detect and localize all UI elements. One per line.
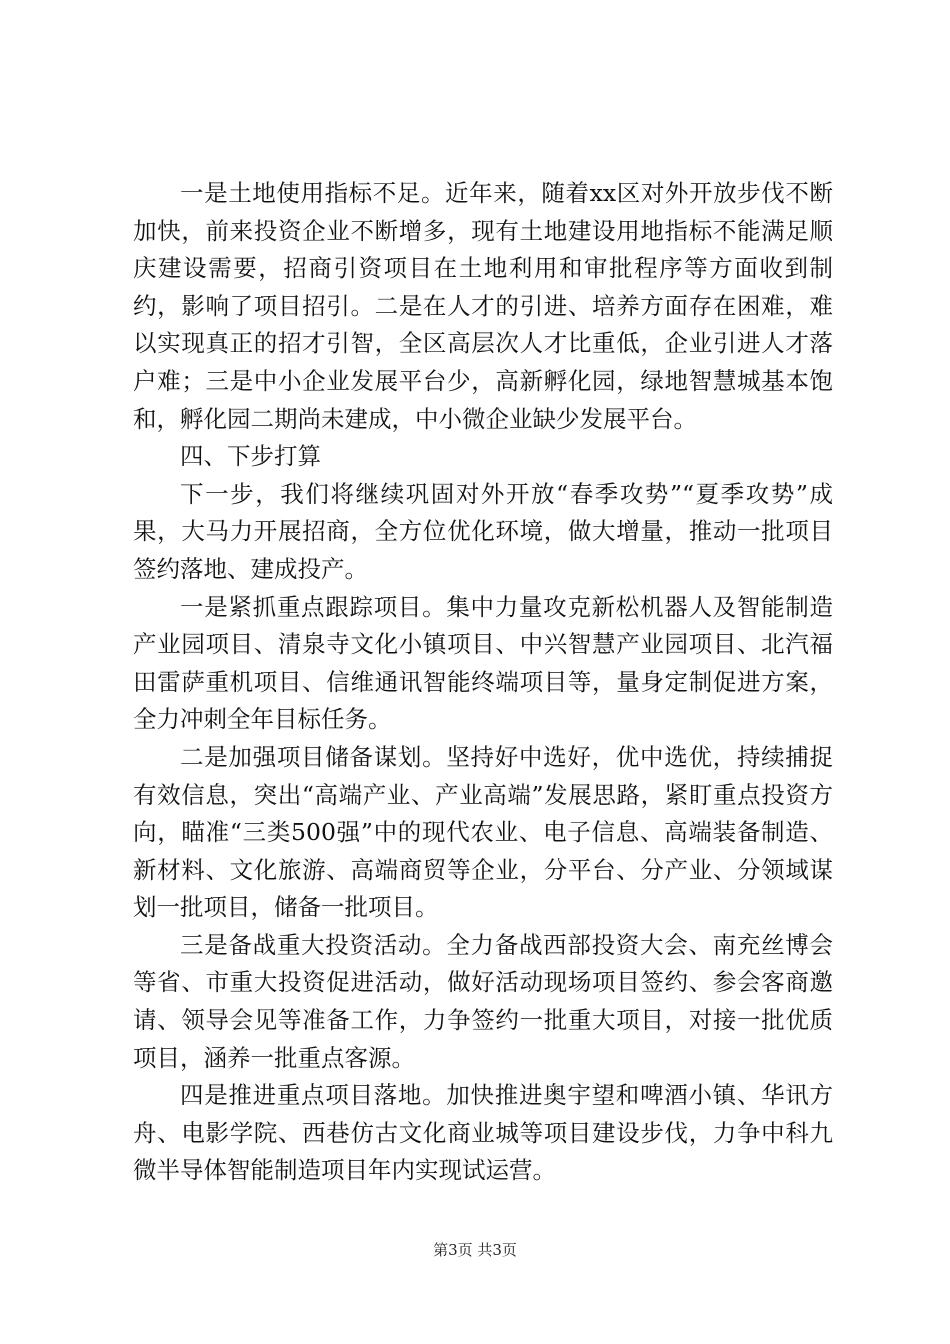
- paragraph-key-projects: 一是紧抓重点跟踪项目。集中力量攻克新松机器人及智能制造产业园项目、清泉寺文化小镇项目、中兴智慧产业园项目、北汽福田雷萨重机项目、信维通讯智能终端项目等，量身定制促进方案，全力冲刺全年目标任务。: [133, 592, 833, 734]
- section-heading-next-steps: 四、下步打算: [180, 442, 321, 471]
- document-body: [133, 175, 833, 1190]
- paragraph-land-issues: 一是土地使用指标不足。近年来，随着xx区对外开放步伐不断加快，前来投资企业不断增多，现有土地建设用地指标不能满足顺庆建设需要，招商引资项目在土地利用和审批程序等方面收到制约，影响了项目招引。二是在人才的引进、培养方面存在困难，难以实现真正的招才引智，全区高层次人才比重低，企业引进人才落户难；三是中小企业发展平台少，高新孵化园，绿地智慧城基本饱和，孵化园二期尚未建成，中小微企业缺少发展平台。: [133, 179, 833, 433]
- paragraph-project-landing: 四是推进重点项目落地。加快推进奥宇望和啤酒小镇、华讯方舟、电影学院、西巷仿古文化商业城等项目建设步伐，力争中科九微半导体智能制造项目年内实现试运营。: [133, 1081, 833, 1185]
- paragraph-next-step-intro: 下一步，我们将继续巩固对外开放“春季攻势”“夏季攻势”成果，大马力开展招商，全方位优化环境，做大增量，推动一批项目签约落地、建成投产。: [133, 479, 833, 583]
- page-number-footer: 第3页 共3页: [433, 1241, 517, 1259]
- paragraph-project-reserve: 二是加强项目储备谋划。坚持好中选好，优中选优，持续捕捉有效信息，突出“高端产业、产业高端”发展思路，紧盯重点投资方向，瞄准“三类500强”中的现代农业、电子信息、高端装备制造、新材料、文化旅游、高端商贸等企业，分平台、分产业、分领域谋划一批项目，储备一批项目。: [133, 742, 833, 922]
- paragraph-investment-events: 三是备战重大投资活动。全力备战西部投资大会、南充丝博会等省、市重大投资促进活动，做好活动现场项目签约、参会客商邀请、领导会见等准备工作，力争签约一批重大项目，对接一批优质项目，涵养一批重点客源。: [133, 930, 833, 1072]
